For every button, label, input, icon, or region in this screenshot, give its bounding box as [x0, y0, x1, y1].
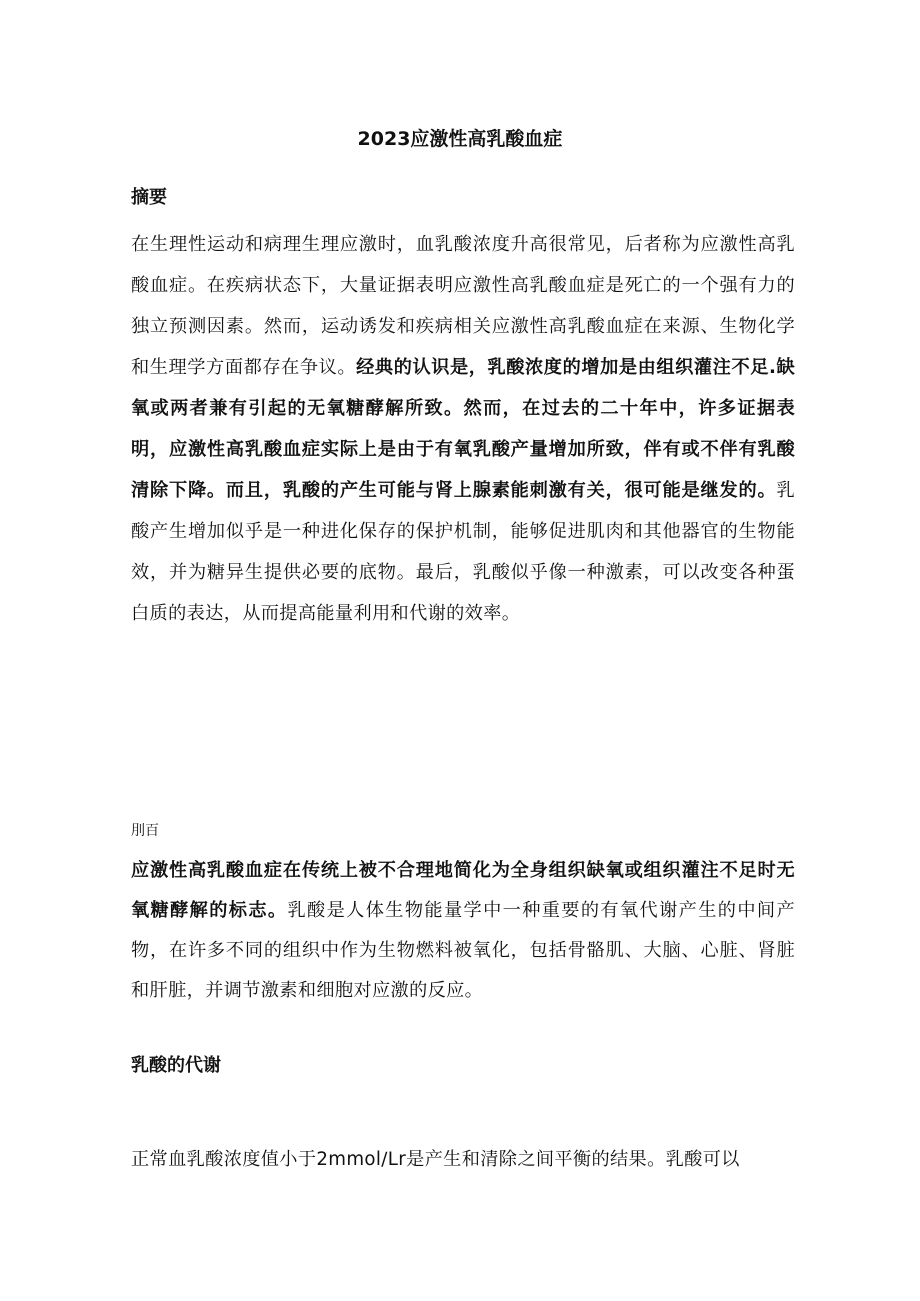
intro-paragraph: [131, 851, 795, 1011]
intro-bold-text: 应激性高乳酸血症在传统上被不合理地简化为全身组织缺氧或组织灌注不足时无氧糖酵解的标志。: [131, 860, 795, 921]
abstract-heading: 摘要: [131, 187, 167, 208]
metabolism-paragraph: [131, 1142, 795, 1178]
preface-label: 刖百: [131, 823, 159, 839]
metabolism-text-1: 正常血乳酸浓度值小于2mmol∕Lr是产生和清除之间平衡的结果。乳酸可以: [131, 1149, 740, 1170]
abstract-paragraph: [131, 224, 795, 634]
metabolism-heading: 乳酸的代谢: [131, 1055, 221, 1076]
intro-text-1: 乳酸是人体生物能量学中一种重要的有氧代谢产生的中间产物，在许多不同的组织中作为生物燃料被氧化，包括骨骼肌、大脑、心脏、肾脏和肝脏，并调节激素和细胞对应激的反应。: [131, 900, 795, 1001]
abstract-text-2: 乳酸产生增加似乎是一种进化保存的保护机制，能够促进肌肉和其他器官的生物能效，并为糖异生提供必要的底物。最后，乳酸似乎像一种激素，可以改变各种蛋白质的表达，从而提高能量利用和代谢的效率。: [131, 480, 795, 624]
abstract-bold-text: 经典的认识是，乳酸浓度的增加是由组织灌注不足.缺氧或两者兼有引起的无氧糖酵解所致。然而，在过去的二十年中，许多证据表明，应激性高乳酸血症实际上是由于有氧乳酸产量增加所致，伴有或不伴有乳酸清除下降。而且，乳酸的产生可能与肾上腺素能刺激有关，很可能是继发的。: [131, 357, 795, 501]
abstract-text-1: 在生理性运动和病理生理应激时，血乳酸浓度升高很常见，后者称为应激性高乳酸血症。在疾病状态下，大量证据表明应激性高乳酸血症是死亡的一个强有力的独立预测因素。然而，运动诱发和疾病相关应激性高乳酸血症在来源、生物化学和生理学方面都存在争议。: [131, 234, 795, 378]
document-title: 2023应激性高乳酸血症: [357, 128, 563, 150]
